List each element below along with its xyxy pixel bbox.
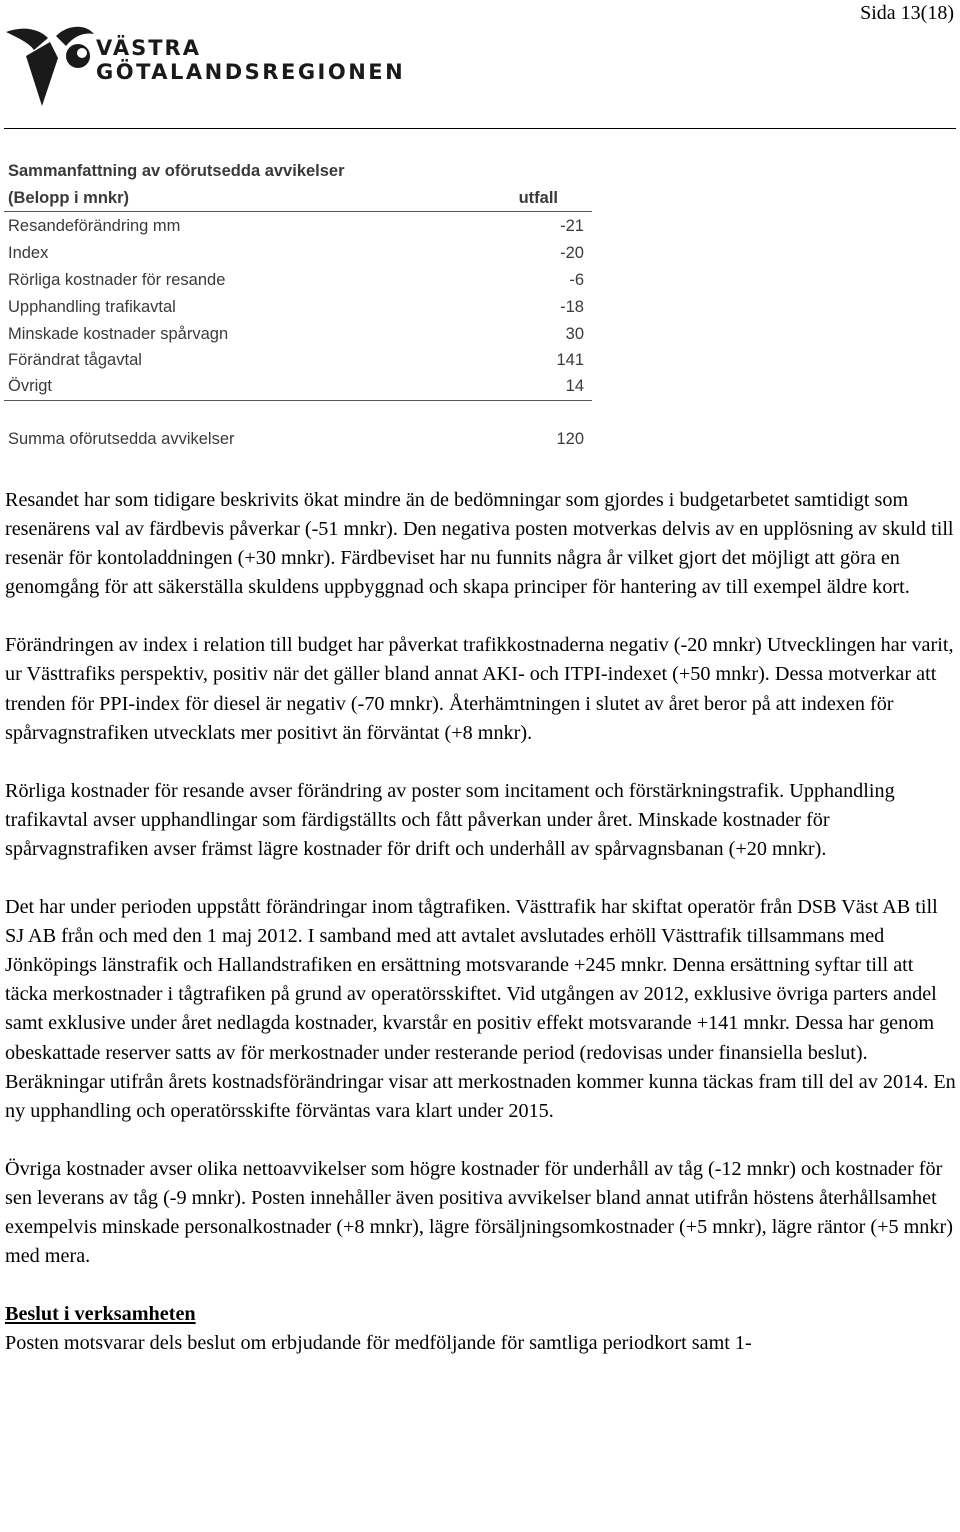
paragraph-resandet: Resandet har som tidigare beskrivits ökat mindre än de bedömningar som gjordes i budgetarbetet samtidigt som resenärens val av färdbevis påverkar (-51 mnkr). Den negativa posten motverkas delvis av en upplösning av skuld till resenär för kontoladdningen (+30 mnkr). Färdbeviset har nu funnits några år vilket gjort det möjligt att göra en genomgång för att säkerställa skuldens uppbyggnad och skapa principer för hantering av till exempel äldre kort. [5, 489, 954, 599]
row-label: Förändrat tågavtal [8, 351, 142, 369]
paragraph-rorliga-kostnader: Rörliga kostnader för resande avser förändring av poster som incitament och förstärkningstrafik. Upphandling trafikavtal avser upphandlingar som färdigställts och fått påverkan under året. Minskade kostnader för spårvagnstrafiken avser främst lägre kostnader för drift och underhåll av spårvagnsbanan (+20 mnkr). [5, 779, 895, 860]
summary-table [4, 152, 592, 454]
row-value: -20 [560, 244, 584, 262]
vgr-logo [4, 22, 406, 106]
row-label: Upphandling trafikavtal [8, 298, 176, 316]
total-label: Summa oförutsedda avvikelser [8, 430, 235, 448]
vgr-logo-mark-icon [4, 22, 96, 106]
row-label: Index [8, 244, 49, 262]
summary-subtitle: (Belopp i mnkr) [8, 189, 130, 207]
table-row [8, 294, 584, 320]
paragraph-ovriga-kostnader: Övriga kostnader avser olika nettoavvikelser som högre kostnader för underhåll av tåg (-12 mnkr) och kostnader för sen leverans av tåg (-9 mnkr). Posten innehåller även positiva avvikelser bland annat utifrån höstens återhållsamhet exempelvis minskade personalkostnader (+8 mnkr), lägre försäljningsomkostnader (+5 mnkr), lägre räntor (+5 mnkr) med mera. [5, 1157, 953, 1268]
table-row [8, 321, 584, 347]
body-text [5, 486, 957, 1358]
row-label: Resandeförändring mm [8, 217, 181, 235]
page-number: Sida 13(18) [860, 2, 954, 24]
row-value: 141 [556, 351, 584, 369]
summary-title: Sammanfattning av oförutsedda avvikelser [8, 162, 345, 180]
section-heading: Beslut i verksamheten [5, 1303, 196, 1326]
table-row [8, 213, 584, 239]
summary-column-header: utfall [518, 189, 558, 207]
row-label: Minskade kostnader spårvagn [8, 325, 229, 343]
paragraph-index: Förändringen av index i relation till budget har påverkat trafikkostnaderna negativ (-20 mnkr) Utvecklingen har varit, ur Västtrafiks perspektiv, positiv när det gäller bland annat AKI- och ITPI-indexet (+50 mnkr). Dessa motverkar att trenden för PPI-index för diesel är negativ (-70 mnkr). Återhämtningen i slutet av året beror på att indexen för spårvagnstrafiken utvecklats mer positivt än förväntat (+8 mnkr). [5, 634, 954, 744]
total-value: 120 [556, 430, 584, 448]
row-label: Rörliga kostnader för resande [8, 271, 226, 289]
row-value: -18 [560, 298, 584, 316]
section-text: Posten motsvarar dels beslut om erbjudande för medföljande för samtliga periodkort samt 1- [5, 1332, 752, 1355]
table-row [8, 347, 584, 373]
header-divider [4, 128, 956, 129]
summary-header-row [8, 185, 584, 211]
table-row [8, 373, 584, 399]
summary-header-rule [4, 211, 592, 212]
row-label: Övrigt [8, 377, 53, 395]
summary-total-row [8, 426, 584, 452]
summary-title-row [8, 158, 584, 184]
row-value: -21 [560, 217, 584, 235]
paragraph-tagtrafiken: Det har under perioden uppstått förändringar inom tågtrafiken. Västtrafik har skiftat operatör från DSB Väst AB till SJ AB från och med den 1 maj 2012. I samband med att avtalet avslutades erhöll Västtrafik tillsammans med Jönköpings länstrafik och Hallandstrafiken en ersättning motsvarande +245 mnkr. Denna ersättning syftar till att täcka merkostnader i tågtrafiken på grund av operatörsskiftet. Vid utgången av 2012, exklusive övriga parters andel samt exklusive under året nedlagda kostnader, kvarstår en positiv effekt motsvarande +141 mnkr. Dessa har genom obeskattade reserver satts av för merkostnader under resterande period (redovisas under finansiella beslut). Beräkningar utifrån årets kostnadsförändringar visar att merkostnaden kommer kunna täckas fram till del av 2014. En ny upphandling och operatörsskifte förväntas vara klart under 2015. [5, 896, 956, 1122]
row-value: 30 [565, 325, 584, 343]
row-value: 14 [565, 377, 584, 395]
logo-line-gotalandsregionen: GÖTALANDSREGIONEN [96, 60, 406, 84]
logo-line-vastra: VÄSTRA [96, 36, 201, 60]
table-row [8, 240, 584, 266]
summary-total-rule [4, 400, 592, 401]
row-value: -6 [569, 271, 584, 289]
table-row [8, 267, 584, 293]
